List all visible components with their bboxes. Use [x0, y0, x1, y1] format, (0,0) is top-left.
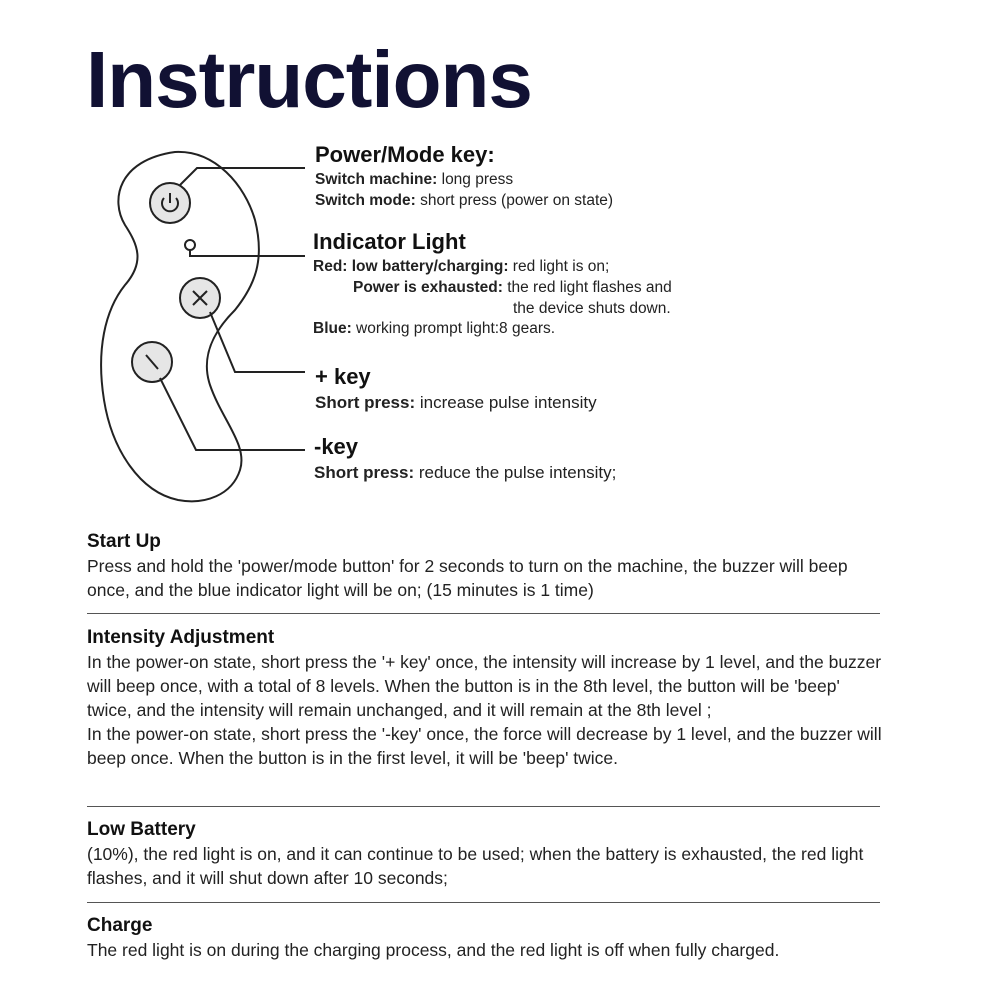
leader-line-power: [180, 168, 305, 185]
intensity-heading: Intensity Adjustment: [87, 627, 275, 648]
power-mode-label: [315, 140, 613, 212]
divider: [87, 902, 880, 903]
plus-short-key: Short press:: [315, 392, 416, 412]
switch-machine-key: Switch machine:: [315, 170, 438, 188]
switch-mode-line: [315, 191, 613, 212]
minus-key-icon: [132, 342, 172, 382]
indicator-light-title: Indicator Light: [313, 229, 466, 254]
charge-section: [87, 914, 887, 962]
minus-short-key: Short press:: [314, 462, 415, 482]
plus-key-title: + key: [315, 364, 371, 389]
blue-key: Blue:: [313, 320, 352, 338]
charge-body: The red light is on during the charging process, and the red light is off when fully charged.: [87, 939, 780, 960]
exhausted-key: Power is exhausted:: [353, 278, 503, 296]
exhausted-value: the red light flashes and: [502, 278, 672, 296]
battery-body: (10%), the red light is on, and it can continue to be used; when the battery is exhausted, the red light flashes, and it will shut down after 10 seconds;: [87, 843, 864, 888]
leader-line-indicator: [190, 250, 305, 256]
power-button-icon: [150, 183, 190, 223]
minus-key-label: [314, 432, 616, 485]
divider: [87, 613, 880, 614]
battery-section: [87, 818, 887, 890]
plus-key-icon: [180, 278, 220, 318]
intensity-section: [87, 626, 887, 770]
startup-body: Press and hold the 'power/mode button' for 2 seconds to turn on the machine, the buzzer will beep once, and the blue indicator light will be on; (15 minutes is 1 time): [87, 555, 848, 600]
power-mode-title: Power/Mode key:: [315, 142, 495, 167]
switch-machine-value: long press: [437, 170, 514, 188]
exhausted-line-2: the device shuts down.: [513, 299, 671, 317]
blue-line: [313, 319, 672, 340]
page-title: Instructions: [86, 35, 532, 124]
switch-mode-key: Switch mode:: [315, 191, 416, 209]
blue-value: working prompt light:8 gears.: [351, 320, 556, 338]
leader-line-minus: [160, 378, 305, 450]
startup-section: [87, 530, 887, 602]
red-key: Red: low battery/charging:: [313, 257, 509, 275]
indicator-light-label: [313, 227, 672, 340]
intensity-body-2: In the power-on state, short press the '-key' once, the force will decrease by 1 level, and the buzzer will beep once. When the button is in the first level, it will be 'beep' twice.: [87, 723, 882, 768]
switch-machine-line: [315, 170, 613, 191]
minus-short-press-line: [314, 462, 616, 485]
plus-short-press-line: [315, 392, 597, 415]
startup-heading: Start Up: [87, 531, 161, 552]
battery-heading: Low Battery: [87, 819, 196, 840]
red-value: red light is on;: [508, 257, 610, 275]
minus-short-value: reduce the pulse intensity;: [414, 462, 617, 482]
intensity-body-1: In the power-on state, short press the '+ key' once, the intensity will increase by 1 level, and the buzzer will beep once, with a total of 8 levels. When the button is in the 8th level, the button will be 'beep' twice, and the intensity will remain unchanged, and it will remain at the 8th level ;: [87, 651, 882, 720]
red-line: [313, 257, 672, 278]
charge-heading: Charge: [87, 915, 153, 936]
plus-key-label: [315, 362, 597, 415]
divider: [87, 806, 880, 807]
indicator-light-icon: [185, 240, 195, 250]
plus-short-value: increase pulse intensity: [415, 392, 597, 412]
switch-mode-value: short press (power on state): [415, 191, 614, 209]
minus-key-title: -key: [314, 434, 359, 459]
exhausted-line: [313, 278, 672, 299]
